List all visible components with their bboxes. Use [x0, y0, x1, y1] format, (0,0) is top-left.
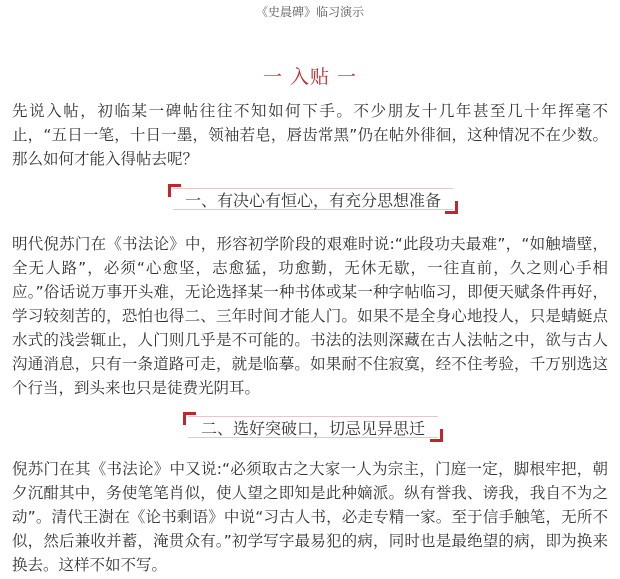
- heading-1: 一、有决心有恒心，有充分思想准备: [184, 190, 441, 210]
- top-caption: 《史晨碑》临习演示: [255, 5, 364, 19]
- paragraph-2: 明代倪苏门在《书法论》中，形容初学阶段的艰难时说:“此段功夫最难”，“如触墙壁，全无人路”，必须“心愈坚，志愈猛，功愈勤，无休无歇，一往直前，久之则心手相应。”俗话说万事开头难，无论选择某一种书体或某一种字帖临习，即便天赋条件再好，学习较刻苦的，恐怕也得二、三年时间才能人门。如果不是全身心地投人，只是蜻蜓点水式的浅尝辄止，人门则几乎是不可能的。书法的法则深藏在古人法帖之中，欲与古人沟通消息，只有一条道路可走，就是临摹。如果耐不住寂寞，经不住考验，千万别选这个行当，到头来也只是徒费光阴耳。: [12, 235, 608, 397]
- heading-1-box: [168, 184, 458, 214]
- corner-ornament-bottom-right: [445, 201, 458, 214]
- paragraph-3: 倪苏门在其《书法论》中又说:“必须取古之大家一人为宗主，门庭一定，脚根牢把，朝夕沉酣其中，务使笔笔肖似，使人望之即知是此种嫡派。纵有誉我、谤我，我自不为之动”。清代王澍在《论书剩语》中说“习古人书，必走专精一家。至于信手触笔，无所不似，然后兼收并蓄，淹贯众有。”初学写字最易犯的病，同时也是最绝望的病，即为换来换去。这样不如不写。: [12, 460, 608, 574]
- heading-2-box: [183, 412, 443, 442]
- paragraph-1: 先说入帖，初临某一碑帖往往不知如何下手。不少朋友十几年甚至几十年挥毫不止，“五日一笔，十日一墨，领袖若皂，唇齿常黑”仍在帖外徘徊，这种情况不在少数。那么如何才能入得帖去呢？: [12, 102, 608, 168]
- heading-2: 二、选好突破口，切忌见异思迁: [200, 418, 425, 438]
- corner-ornament-bottom-right: [430, 429, 443, 442]
- section-title: 一 入贴 一: [262, 66, 358, 88]
